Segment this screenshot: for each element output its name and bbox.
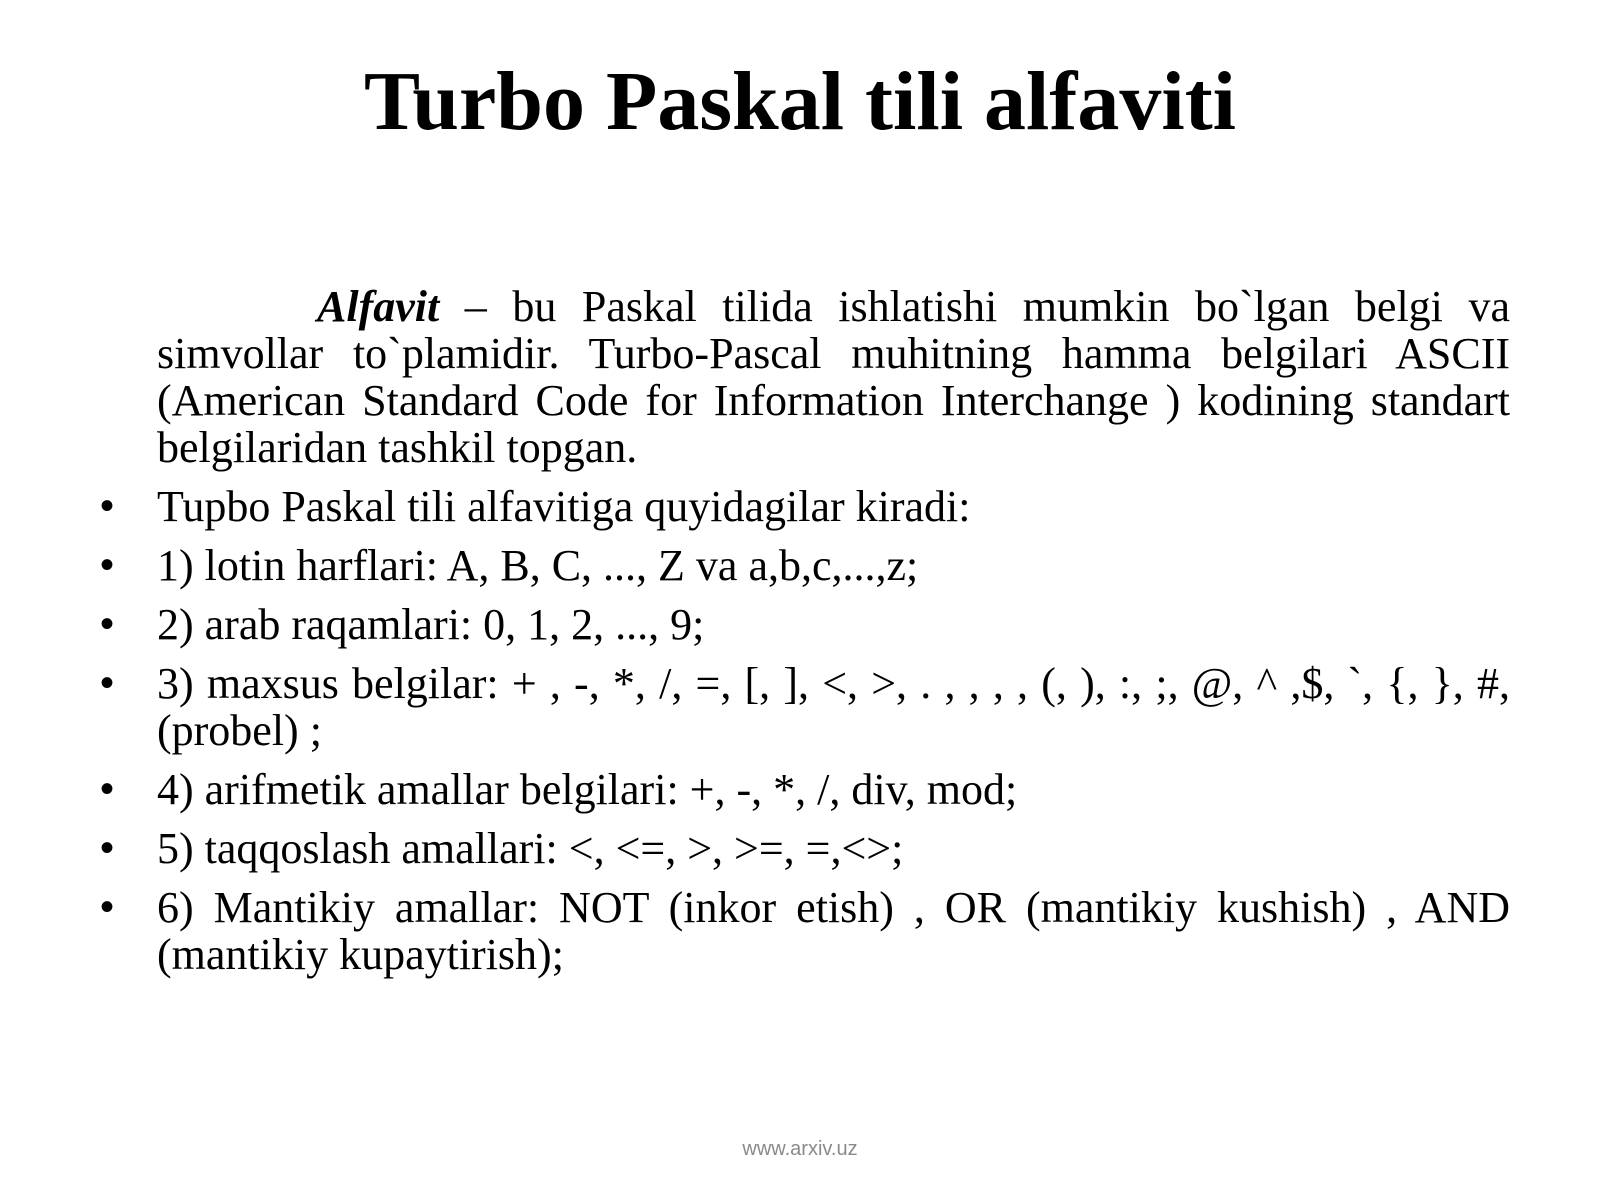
list-item-text: 1) lotin harflari: A, B, C, ..., Z va a,b,c,...,z; xyxy=(157,541,919,590)
list-item-text: Tupbo Paskal tili alfavitiga quyidagilar kiradi: xyxy=(157,482,971,531)
slide-content xyxy=(100,282,1510,990)
list-item xyxy=(100,824,1510,873)
list-item-text: 3) maxsus belgilar: + , -, *, /, =, [, ], <, >, . , , , , (, ), :, ;, @, ^ ,$, `, {, }, #, (probel) ; xyxy=(157,659,1510,755)
footer-watermark: www.arxiv.uz xyxy=(742,1138,858,1160)
list-item-text: 4) arifmetik amallar belgilari: +, -, *, /, div, mod; xyxy=(157,765,1018,814)
bullet-icon: • xyxy=(100,885,115,929)
bullet-icon: • xyxy=(100,661,115,705)
bullet-list xyxy=(100,482,1510,979)
list-item xyxy=(100,482,1510,531)
list-item-text: 2) arab raqamlari: 0, 1, 2, ..., 9; xyxy=(157,600,705,649)
intro-text: – bu Paskal tilida ishlatishi mumkin bo`lgan belgi va simvollar to`plamidir. Turbo-Pascal muhitning hamma belgilari ASCII (American Standard Code for Information Interchange ) kodining standart belgilaridan tashkil topgan. xyxy=(157,282,1510,472)
list-item xyxy=(100,600,1510,649)
bullet-icon: • xyxy=(100,826,115,870)
list-item xyxy=(100,883,1510,979)
bullet-icon: • xyxy=(100,602,115,646)
bullet-icon: • xyxy=(100,767,115,811)
intro-term: Alfavit xyxy=(317,282,440,331)
list-item xyxy=(100,765,1510,814)
list-item xyxy=(100,659,1510,755)
intro-paragraph xyxy=(157,283,1510,471)
slide-title: Turbo Paskal tili alfaviti xyxy=(363,55,1237,148)
list-item xyxy=(100,541,1510,590)
bullet-icon: • xyxy=(100,543,115,587)
list-item-text: 5) taqqoslash amallari: <, <=, >, >=, =,<>; xyxy=(157,824,904,873)
bullet-icon: • xyxy=(100,484,115,528)
list-item-text: 6) Mantikiy amallar: NOT (inkor etish) , OR (mantikiy kushish) , AND (mantikiy kupaytirish); xyxy=(157,883,1510,979)
